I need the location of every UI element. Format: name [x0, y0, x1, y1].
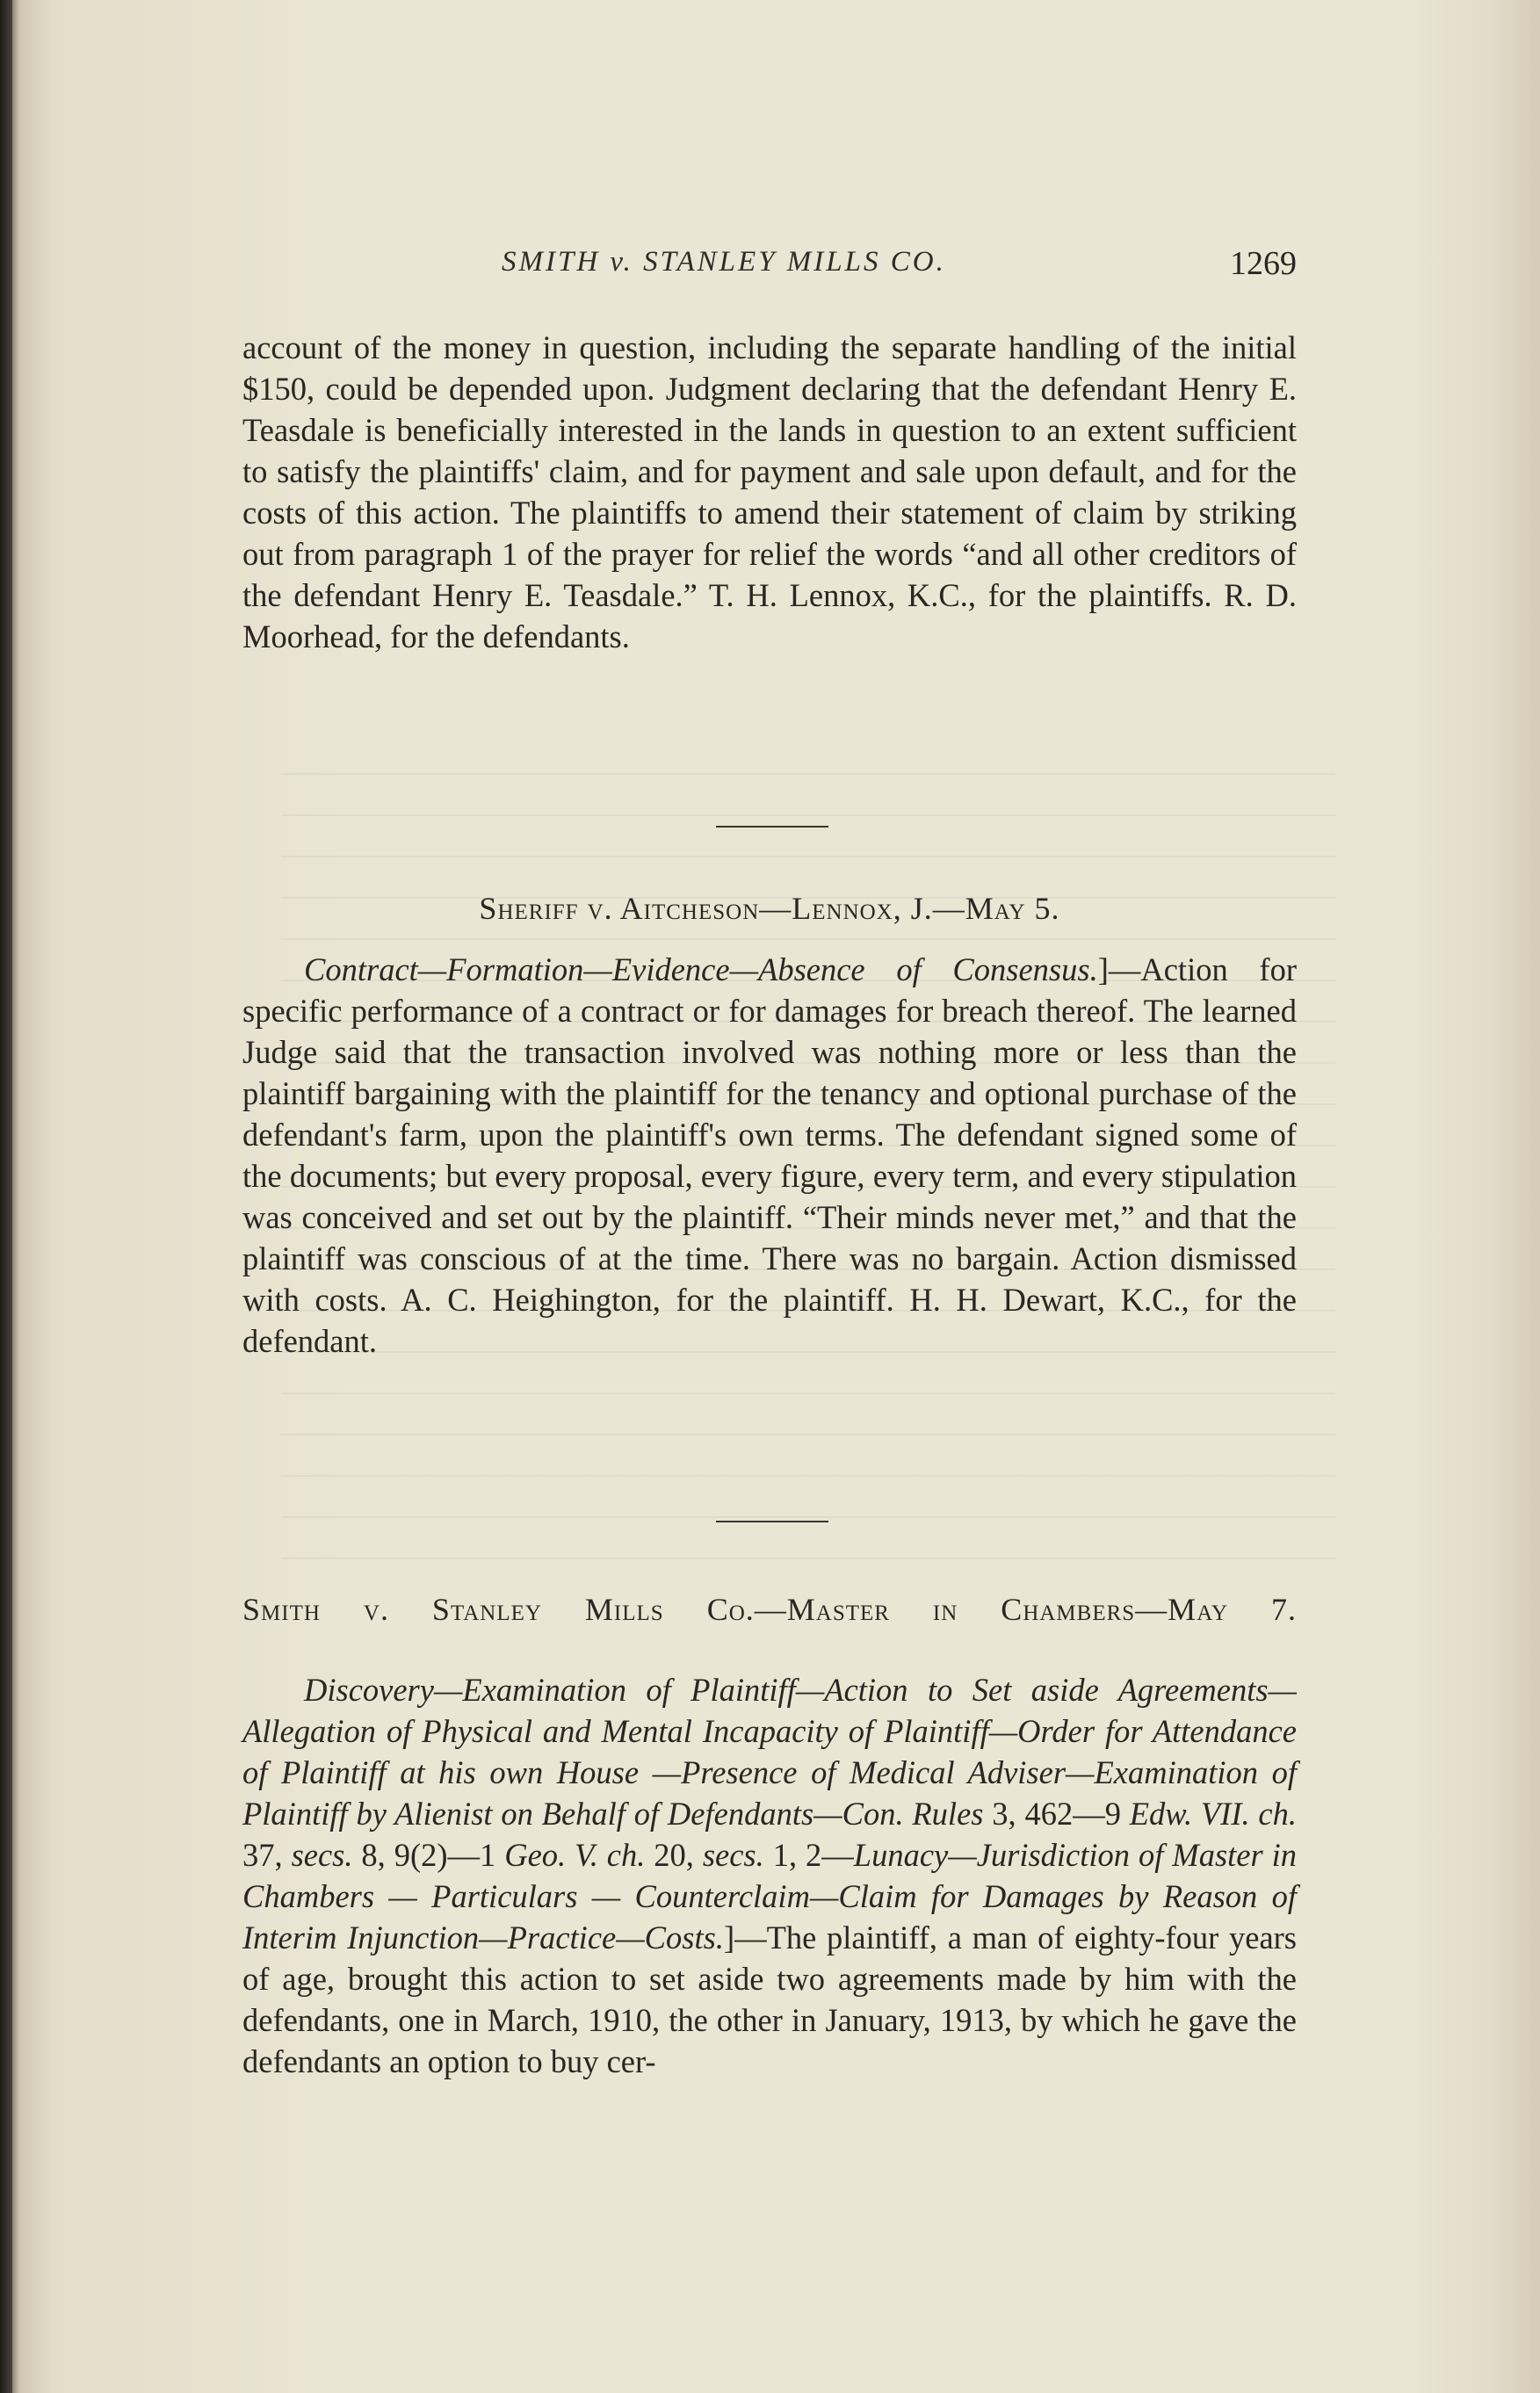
- case-headnote: Contract—Formation—Evidence—Absence of Consensus.: [304, 951, 1098, 987]
- case-report: [242, 949, 1297, 1362]
- citation: 20,: [645, 1837, 703, 1873]
- citation: 37,: [242, 1837, 292, 1873]
- book-spine-edge: [0, 0, 12, 2393]
- case-body: ]—Action for specific performance of a contract or for damages for breach thereof. The learned Judge said that the transaction involved was nothing more or less than the plaintiff bargaining with the plaintiff for the tenancy and optional purchase of the defendant's farm, upon the plaintiff's own terms. The defendant signed some of the documents; but every proposal, every figure, every term, and every stipulation was conceived and set out by the plaintiff. “Their minds never met,” and that the plaintiff was conscious of at the time. There was no bargain. Action dismissed with costs. A. C. Heighington, for the plaintiff. H. H. Dewart, K.C., for the defendant.: [242, 951, 1297, 1359]
- case-headnote: secs.: [291, 1837, 353, 1873]
- running-title: SMITH v. STANLEY MILLS CO.: [502, 246, 946, 278]
- case-title: Sheriff v. Aitcheson—Lennox, J.—May 5.: [479, 891, 1060, 926]
- case-report: [242, 1669, 1297, 2082]
- citation: 1, 2—: [763, 1837, 854, 1873]
- case-headnote: Edw. VII. ch.: [1129, 1796, 1297, 1832]
- paragraph-text: account of the money in question, including the separate handling of the initial $150, could be depended upon. Judgment declaring that the defendant Henry E. Teasdale is beneficially interested in the lands in question to an extent sufficient to satisfy the plaintiffs' claim, and for payment and sale upon default, and for the costs of this action. The plaintiffs to amend their statement of claim by striking out from paragraph 1 of the prayer for relief the words “and all other creditors of the defendant Henry E. Teasdale.” T. H. Lennox, K.C., for the plaintiffs. R. D. Moorhead, for the defendants.: [242, 329, 1297, 654]
- case-headnote: secs.: [702, 1837, 764, 1873]
- case-body: ]—The plaintiff, a man of eighty-four years of age, brought this action to set aside two agreements made by him with the defendants, one in March, 1910, the other in January, 1913, by which he gave the defendants an option to buy cer-: [242, 1919, 1297, 2079]
- case-headnote: Discovery—Examination of Plaintiff—Action to Set aside Agreements—Allegation of Physical and Mental Incapacity of Plaintiff—Order for Attendance of Plaintiff at his own House —Presence of Medical Adviser—Examination of Plaintiff by Alienist on Behalf of Defendants—Con. Rules: [242, 1672, 1297, 1832]
- page-header: [242, 246, 1297, 290]
- section-divider: [716, 826, 828, 828]
- citation: 3, 462—9: [983, 1796, 1130, 1832]
- case-report-paragraph: [242, 1669, 1297, 2082]
- case-headnote: Geo. V. ch.: [504, 1837, 646, 1873]
- section-divider: [716, 1521, 828, 1522]
- continued-paragraph: [242, 327, 1297, 657]
- case-title: Smith v. Stanley Mills Co.—Master in Chambers—May 7.: [242, 1592, 1297, 1627]
- case-report-paragraph: [242, 949, 1297, 1362]
- case-headnote: Lunacy—Jurisdiction of Master in Chambers — Particulars — Counterclaim—Claim for Damages by Reason of Interim Injunction—Practice—Costs.: [242, 1837, 1298, 1956]
- page-number: 1269: [1230, 245, 1297, 282]
- citation: 8, 9(2)—1: [352, 1837, 505, 1873]
